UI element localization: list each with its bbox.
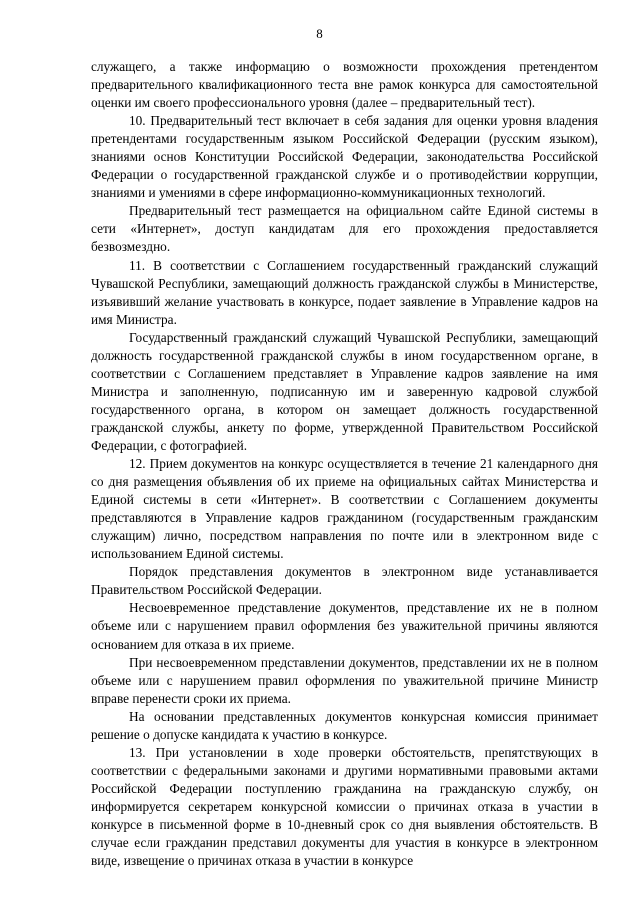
paragraph-continuation: служащего, а также информацию о возможности прохождения претендентом предварительного квалификационного теста вне рамок конкурса для самостоятельной оценки им своего профессионального уровня (далее – предварительный тест).: [91, 59, 598, 111]
paragraph-admission-decision: На основании представленных документов конкурсная комиссия принимает решение о допуске кандидата к участию в конкурсе.: [91, 708, 598, 742]
paragraph-12: 12. Прием документов на конкурс осуществляется в течение 21 календарного дня со дня размещения объявления об их приеме на официальных сайтах Министерства и Единой системы в сети «Интернет». В соответствии с Соглашением документы представляются в Управление кадров гражданином (государственным гражданским служащим) лично, посредством направления по почте или в электронном виде с использованием Единой системы.: [91, 456, 598, 562]
paragraph-deadline-extension: При несвоевременном представлении документов, представлении их не в полном объеме или с нарушением правил оформления по уважительной причине Министр вправе перенести сроки их приема.: [91, 654, 598, 706]
paragraph-preliminary-test-placement: Предварительный тест размещается на официальном сайте Единой системы в сети «Интернет», доступ кандидатам для его прохождения предоставляется безвозмездно.: [91, 203, 598, 255]
paragraph-10: 10. Предварительный тест включает в себя задания для оценки уровня владения претендентами государственным языком Российской Федерации (русским языком), знаниями основ Конституции Российской Федерации, законодательства Российской Федерации о государственной гражданской службе и о противодействии коррупции, знаниями и умениями в сфере информационно-коммуникационных технологий.: [91, 113, 598, 201]
page-number: 8: [316, 26, 323, 41]
paragraph-13: 13. При установлении в ходе проверки обстоятельств, препятствующих в соответствии с федеральными законами и другими нормативными правовыми актами Российской Федерации поступлению гражданина на гражданскую службу, он информируется секретарем конкурсной комиссии о причинах отказа в участии в конкурсе в письменной форме в 10-дневный срок со дня выявления обстоятельств. В случае если гражданин представил документы для участия в конкурсе в электронном виде, извещение о причинах отказа в участии в конкурсе: [91, 744, 598, 869]
paragraph-other-agency-employee: Государственный гражданский служащий Чувашской Республики, замещающий должность государственной гражданской службы в ином государственном органе, в соответствии с Соглашением представляет в Управление кадров заявление на имя Министра и заполненную, подписанную им и заверенную кадровой службой государственного органа, в котором он замещает должность государственной гражданской службы, анкету по форме, утвержденной Правительством Российской Федерации, с фотографией.: [91, 329, 598, 453]
paragraph-11: 11. В соответствии с Соглашением государственный гражданский служащий Чувашской Республики, замещающий должность гражданской службы в Министерстве, изъявивший желание участвовать в конкурсе, подает заявление в Управление кадров на имя Министра.: [91, 257, 598, 327]
paragraph-untimely-submission: Несвоевременное представление документов, представление их не в полном объеме или с нарушением правил оформления без уважительной причины являются основанием для отказа в их приеме.: [91, 600, 598, 652]
paragraph-electronic-procedure: Порядок представления документов в электронном виде устанавливается Правительством Российской Федерации.: [91, 564, 598, 598]
document-body: [91, 58, 598, 870]
